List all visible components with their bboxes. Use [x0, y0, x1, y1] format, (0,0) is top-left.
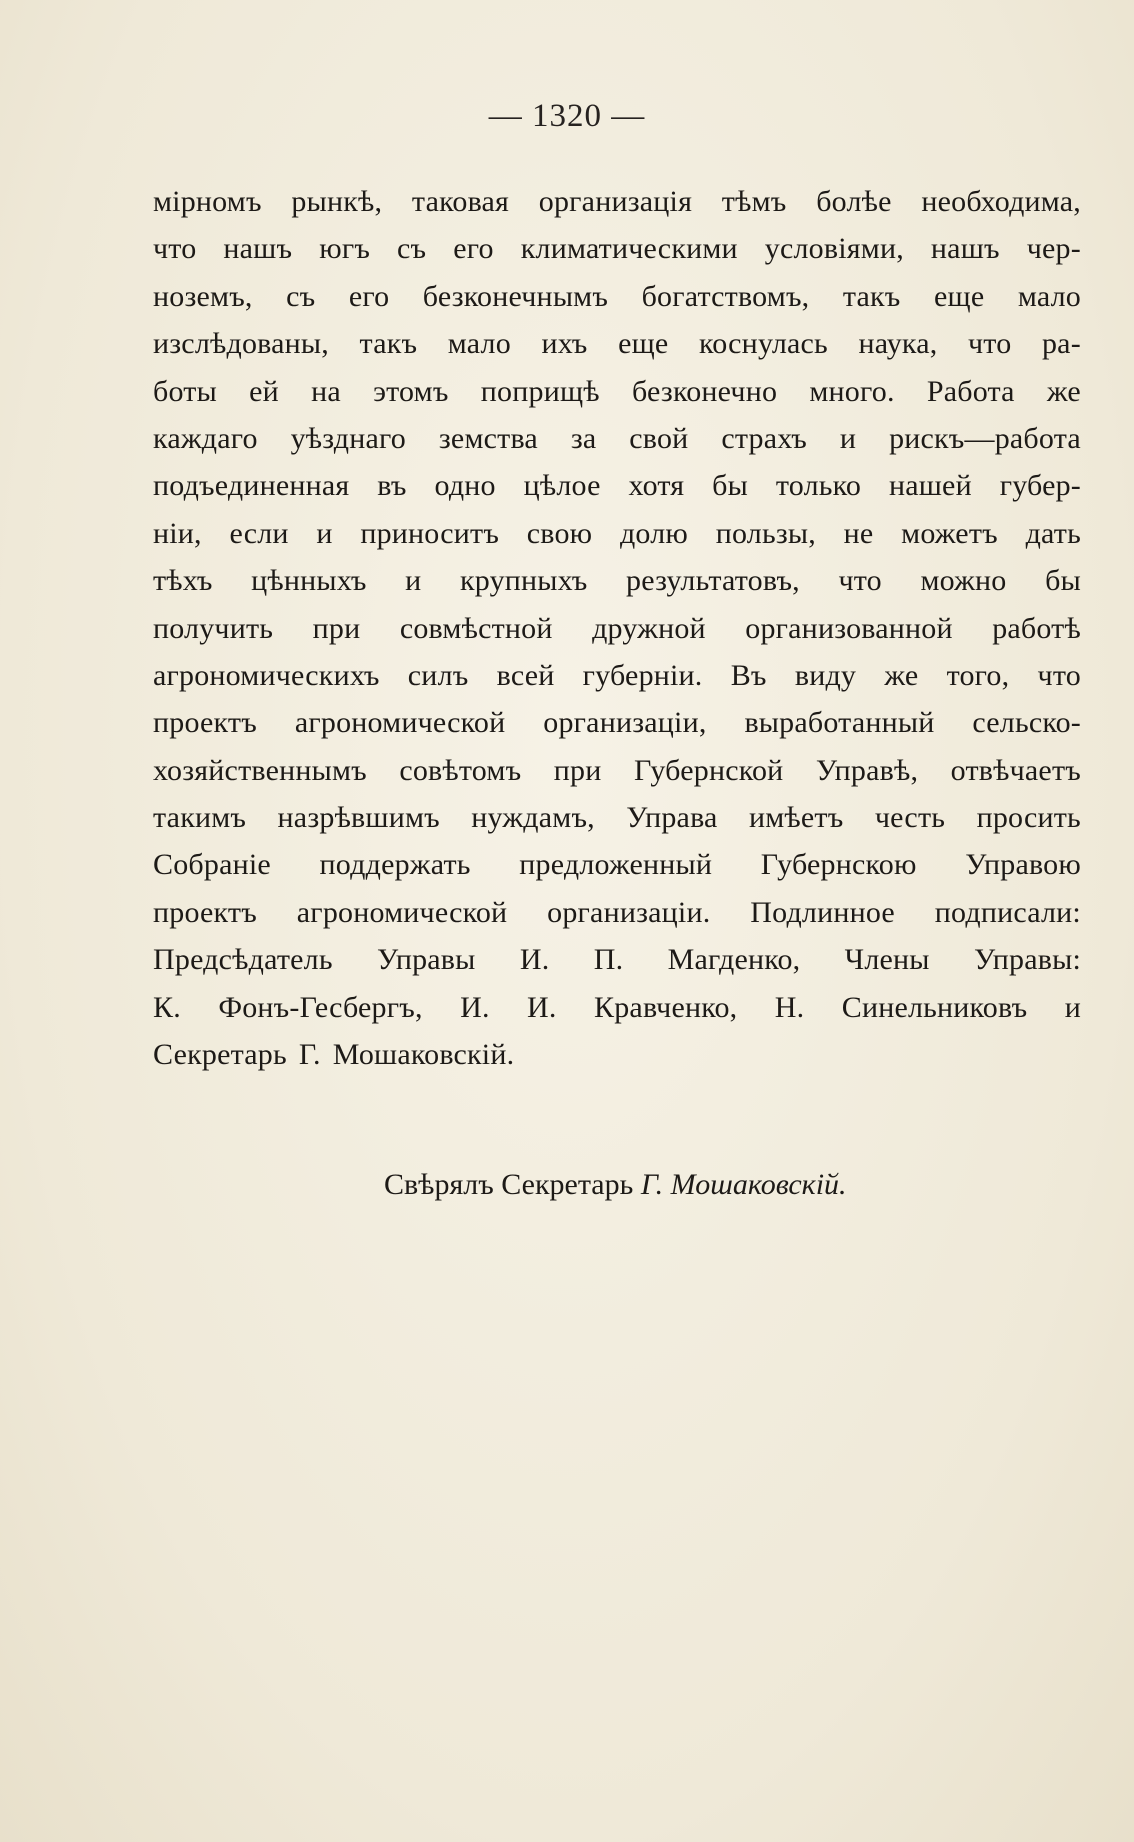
text-line: [153, 1031, 1081, 1078]
word: организаціи.: [547, 895, 711, 929]
word: агрономической: [294, 706, 506, 740]
word: Г.: [298, 1038, 321, 1072]
word: такъ: [359, 327, 418, 361]
word: долю: [619, 516, 689, 550]
word: свою: [526, 516, 593, 550]
word: Н.: [774, 990, 805, 1024]
word: Подлинное: [750, 895, 895, 929]
word: бы: [1045, 564, 1081, 598]
word: чер-: [1026, 232, 1081, 266]
text-line: [153, 794, 1081, 841]
word: не: [843, 516, 874, 550]
word: еще: [934, 279, 985, 313]
text-line: [153, 320, 1081, 367]
word: Собраніе: [153, 848, 271, 882]
word: И.: [460, 990, 490, 1024]
word: губерніи.: [582, 658, 703, 692]
word: тѣхъ: [153, 564, 213, 598]
word: Губернской: [633, 753, 784, 787]
word: каждаго: [153, 421, 258, 455]
word: цѣнныхъ: [251, 564, 367, 598]
word: нашей: [888, 469, 972, 503]
text-line: [153, 178, 1081, 225]
text-line: [153, 415, 1081, 462]
text-line: [153, 510, 1081, 557]
word: отвѣчаетъ: [950, 753, 1081, 787]
word: что: [838, 564, 882, 598]
word: П.: [593, 943, 624, 977]
signature-name: Г. Мошаковскій.: [640, 1168, 847, 1201]
word: боты: [153, 374, 217, 408]
word: приноситъ: [360, 516, 500, 550]
word: наука,: [858, 327, 938, 361]
word: К.: [153, 990, 181, 1024]
word: коснулась: [698, 327, 828, 361]
word: что: [1037, 658, 1081, 692]
word: съ: [397, 232, 427, 266]
word: Члены: [844, 943, 930, 977]
word: организація: [538, 185, 693, 218]
word: же: [884, 658, 919, 692]
word: много.: [809, 374, 895, 408]
word: виду: [794, 658, 857, 692]
word: на: [311, 374, 341, 408]
word: крупныхъ: [460, 564, 588, 598]
word: такъ: [842, 279, 901, 313]
word: что: [968, 327, 1012, 361]
word: результатовъ,: [626, 564, 800, 598]
word: проектъ: [153, 895, 257, 929]
word: Фонъ-Гесбергъ,: [218, 990, 423, 1024]
word: его: [348, 279, 390, 313]
text-line: [153, 557, 1081, 604]
word: назрѣвшимъ: [277, 801, 440, 835]
word: Предсѣдатель: [153, 943, 333, 977]
word: подписали:: [934, 895, 1081, 929]
word: нуждамъ,: [471, 801, 595, 835]
word: Работа: [926, 374, 1015, 408]
word: его: [453, 232, 494, 266]
word: Мошаковскій.: [332, 1038, 515, 1072]
word: ихъ: [541, 327, 588, 361]
word: Управы:: [973, 943, 1081, 977]
word: получить: [153, 611, 274, 645]
word: можно: [920, 564, 1007, 598]
word: И.: [519, 943, 550, 977]
text-line: [153, 273, 1081, 320]
text-line: [153, 368, 1081, 415]
word: силъ: [407, 658, 469, 692]
word: хозяйственнымъ: [153, 753, 367, 787]
word: страхъ: [721, 421, 808, 455]
word: мірномъ: [153, 185, 262, 218]
word: необходима,: [921, 185, 1081, 218]
word: въ: [377, 469, 407, 503]
word: честь: [874, 801, 946, 835]
word: и: [316, 516, 333, 550]
word: богатствомъ,: [641, 279, 810, 313]
show-through-text: [160, 1280, 1100, 1330]
word: организованной: [745, 611, 953, 645]
word: ніи,: [153, 516, 202, 550]
verification-signature: [384, 1168, 847, 1202]
word: мало: [1017, 279, 1081, 313]
word: совѣтомъ: [399, 753, 522, 787]
word: уѣзднаго: [290, 421, 406, 455]
word: при: [312, 611, 361, 645]
text-line: [153, 225, 1081, 272]
word: нашъ: [930, 232, 1000, 266]
signature-prefix: Свѣрялъ Секретарь: [384, 1168, 634, 1201]
word: работѣ: [992, 611, 1081, 645]
word: такимъ: [153, 801, 247, 835]
word: земства: [438, 421, 538, 455]
text-line: [153, 747, 1081, 794]
word: подъединенная: [153, 469, 350, 503]
text-line: [153, 889, 1081, 936]
word: предложенный: [519, 848, 713, 882]
word: выработанный: [744, 706, 935, 740]
text-line: [153, 652, 1081, 699]
word: того,: [946, 658, 1010, 692]
word: губер-: [999, 469, 1081, 503]
word: дать: [1025, 516, 1081, 550]
word: Управы: [377, 943, 476, 977]
word: Управою: [965, 848, 1081, 882]
word: и: [1064, 990, 1081, 1024]
word: имѣетъ: [748, 801, 844, 835]
word: условіями,: [764, 232, 904, 266]
word: хотя: [628, 469, 685, 503]
word: Синельниковъ: [841, 990, 1028, 1024]
word: при: [553, 753, 602, 787]
word: безконечно: [631, 374, 778, 408]
word: рискъ—работа: [889, 421, 1081, 455]
text-line: [153, 984, 1081, 1031]
word: и: [839, 421, 857, 455]
word: ноземъ,: [153, 279, 253, 313]
text-line: [153, 699, 1081, 746]
word: свой: [629, 421, 689, 455]
word: безконечнымъ: [422, 279, 609, 313]
text-line: [153, 841, 1081, 888]
word: сельско-: [972, 706, 1081, 740]
word: югъ: [319, 232, 371, 266]
word: И.: [527, 990, 557, 1024]
word: Кравченко,: [594, 990, 738, 1024]
word: пользы,: [715, 516, 816, 550]
word: этомъ: [373, 374, 449, 408]
text-line: [153, 462, 1081, 509]
word: Въ: [730, 658, 767, 692]
word: нашъ: [223, 232, 293, 266]
word: рынкѣ,: [291, 185, 383, 218]
word: всей: [496, 658, 555, 692]
word: таковая: [411, 185, 510, 218]
word: можетъ: [901, 516, 998, 550]
word: если: [229, 516, 289, 550]
word: что: [153, 232, 197, 266]
word: дружной: [592, 611, 706, 645]
word: тѣмъ: [721, 185, 787, 218]
text-line: [153, 605, 1081, 652]
word: агрономическихъ: [153, 658, 380, 692]
word: поддержать: [319, 848, 471, 882]
word: мало: [447, 327, 511, 361]
word: проектъ: [153, 706, 257, 740]
page-number: — 1320 —: [488, 98, 646, 134]
word: Губернскою: [760, 848, 917, 882]
word: ра-: [1041, 327, 1081, 361]
word: Секретарь: [153, 1038, 287, 1072]
word: болѣе: [816, 185, 892, 218]
word: Управѣ,: [815, 753, 919, 787]
word: же: [1046, 374, 1081, 408]
word: организаціи,: [543, 706, 707, 740]
text-line: [153, 936, 1081, 983]
body-text: [153, 178, 1081, 1078]
word: за: [570, 421, 597, 455]
word: цѣлое: [523, 469, 601, 503]
word: поприщѣ: [480, 374, 600, 408]
word: Магденко,: [667, 943, 801, 977]
word: климатическими: [520, 232, 738, 266]
word: Управа: [626, 801, 718, 835]
word: совмѣстной: [399, 611, 553, 645]
word: одно: [434, 469, 496, 503]
word: агрономической: [296, 895, 508, 929]
word: еще: [618, 327, 669, 361]
word: ей: [249, 374, 279, 408]
word: съ: [286, 279, 316, 313]
word: просить: [976, 801, 1081, 835]
word: и: [405, 564, 422, 598]
word: изслѣдованы,: [153, 327, 329, 361]
word: только: [775, 469, 862, 503]
word: бы: [712, 469, 748, 503]
